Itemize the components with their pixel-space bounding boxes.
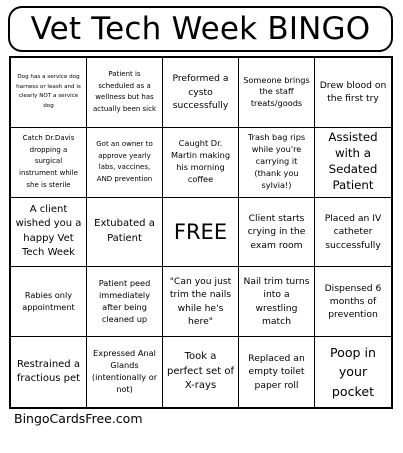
bingo-cell: Patient peed immediately after being cleaned up	[87, 267, 163, 337]
bingo-cell: Expressed Anal Glands (intentionally or not)	[87, 337, 163, 407]
bingo-cell: Replaced an empty toilet paper roll	[239, 337, 315, 407]
bingo-cell: Got an owner to approve yearly labs, vaccines, AND prevention	[87, 128, 163, 198]
bingo-cell: Preformed a cysto successfully	[163, 58, 239, 128]
bingo-cell: A client wished you a happy Vet Tech Week	[11, 198, 87, 268]
bingo-cell: Assisted with a Sedated Patient	[315, 128, 391, 198]
bingo-cell: Catch Dr.Davis dropping a surgical instrument while she is sterile	[11, 128, 87, 198]
bingo-cell: Trash bag rips while you're carrying it (thank you sylvia!)	[239, 128, 315, 198]
bingo-cell: Patient is scheduled as a wellness but has actually been sick	[87, 58, 163, 128]
bingo-cell: Poop in your pocket	[329, 344, 377, 399]
bingo-cell: Dog has a service dog harness or leash and is clearly NOT a service dog	[11, 58, 87, 128]
bingo-cell: Drew blood on the first try	[315, 58, 391, 128]
bingo-cell: "Can you just trim the nails while he's here"	[163, 267, 239, 337]
bingo-cell: Someone brings the staff treats/goods	[239, 58, 315, 128]
bingo-cell: Extubated a Patient	[87, 198, 163, 268]
page-title: Vet Tech Week BINGO	[30, 11, 371, 47]
site-credit: BingoCardsFree.com	[14, 411, 143, 426]
bingo-cell: Took a perfect set of X-rays	[163, 337, 239, 407]
bingo-cell: Caught Dr. Martin making his morning coffee	[163, 128, 239, 198]
bingo-cell: Nail trim turns into a wrestling match	[239, 267, 315, 337]
bingo-cell: Rabies only appointment	[11, 267, 87, 337]
bingo-grid	[9, 56, 393, 409]
bingo-cell: Client starts crying in the exam room	[239, 198, 315, 268]
bingo-free-cell: FREE	[163, 198, 239, 268]
bingo-title-box	[8, 6, 393, 52]
bingo-cell: Restrained a fractious pet	[11, 337, 87, 407]
bingo-cell: Placed an IV catheter successfully	[315, 198, 391, 268]
bingo-cell: Dispensed 6 months of prevention	[315, 267, 391, 337]
